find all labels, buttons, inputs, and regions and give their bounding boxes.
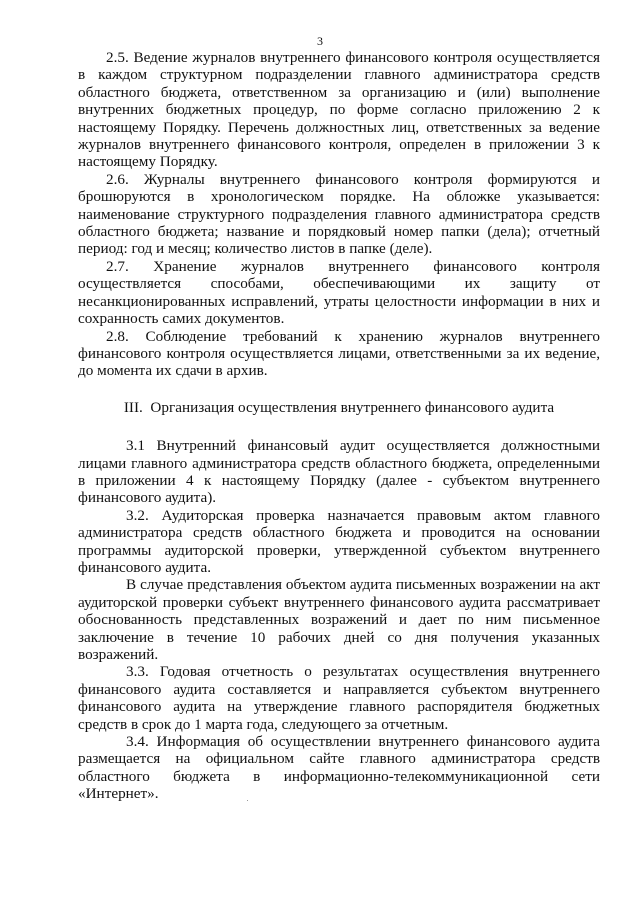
paragraph-3-2-objection: В случае представления объектом аудита письменных возражении на акт аудиторской проверки субъект внутреннего финансового аудита рассматривает обоснованность представленных возражений и дает по ним письменное заключение в течение 10 рабочих дней со дня получения указанных возражений. xyxy=(78,576,600,663)
paragraph-3-3: 3.3. Годовая отчетность о результатах осуществления внутреннего финансового аудита составляется и направляется субъектом внутреннего финансового аудита на утверждение главного распорядителя бюджетных средств в срок до 1 марта года, следующего за отчетным. xyxy=(78,663,600,733)
paragraph-3-2: 3.2. Аудиторская проверка назначается правовым актом главного администратора средств областного бюджета и проводится на основании программы аудиторской проверки, утвержденной субъектом внутреннего финансового аудита. xyxy=(78,506,600,576)
section-heading-iii: III. Организация осуществления внутреннего финансового аудита xyxy=(123,398,555,416)
paragraph-2-6: 2.6. Журналы внутреннего финансового контроля формируются и брошюруются в хронологическом порядке. На обложке указывается: наименование структурного подразделения главного администратора средств областного бюджета; название и порядковый номер папки (дела); отчетный период: год и месяц; количество листов в папке (деле). xyxy=(78,170,600,258)
paragraph-2-5: 2.5. Ведение журналов внутреннего финансового контроля осуществляется в каждом структурном подразделении главного администратора средств областного бюджета, ответственном за организацию и (или) выполнение внутренних бюджетных процедур, по форме согласно приложению 2 к настоящему Порядку. Перечень должностных лиц, ответственных за ведение журналов внутреннего финансового контроля, определен в приложении 3 к настоящему Порядку. xyxy=(78,49,600,171)
scan-speck xyxy=(247,800,248,801)
paragraph-3-4: 3.4. Информация об осуществлении внутреннего финансового аудита размещается на официальном сайте главного администратора средств областного бюджета в информационно-телекоммуникационной сети «Интернет». xyxy=(78,733,600,803)
paragraph-3-1: 3.1 Внутренний финансовый аудит осуществляется должностными лицами главного администратора средств областного бюджета, определенными в приложении 4 к настоящему Порядку (далее - субъектом внутреннего финансового аудита). xyxy=(78,437,600,507)
paragraph-2-8: 2.8. Соблюдение требований к хранению журналов внутреннего финансового контроля осуществляется лицами, ответственными за их ведение, до момента их сдачи в архив. xyxy=(78,327,600,380)
document-body xyxy=(78,49,600,803)
page-number: 3 xyxy=(317,34,323,48)
paragraph-2-7: 2.7. Хранение журналов внутреннего финансового контроля осуществляется способами, обеспечивающими их защиту от несанкционированных исправлений, утраты целостности информации в них и сохранность самих документов. xyxy=(78,257,600,328)
